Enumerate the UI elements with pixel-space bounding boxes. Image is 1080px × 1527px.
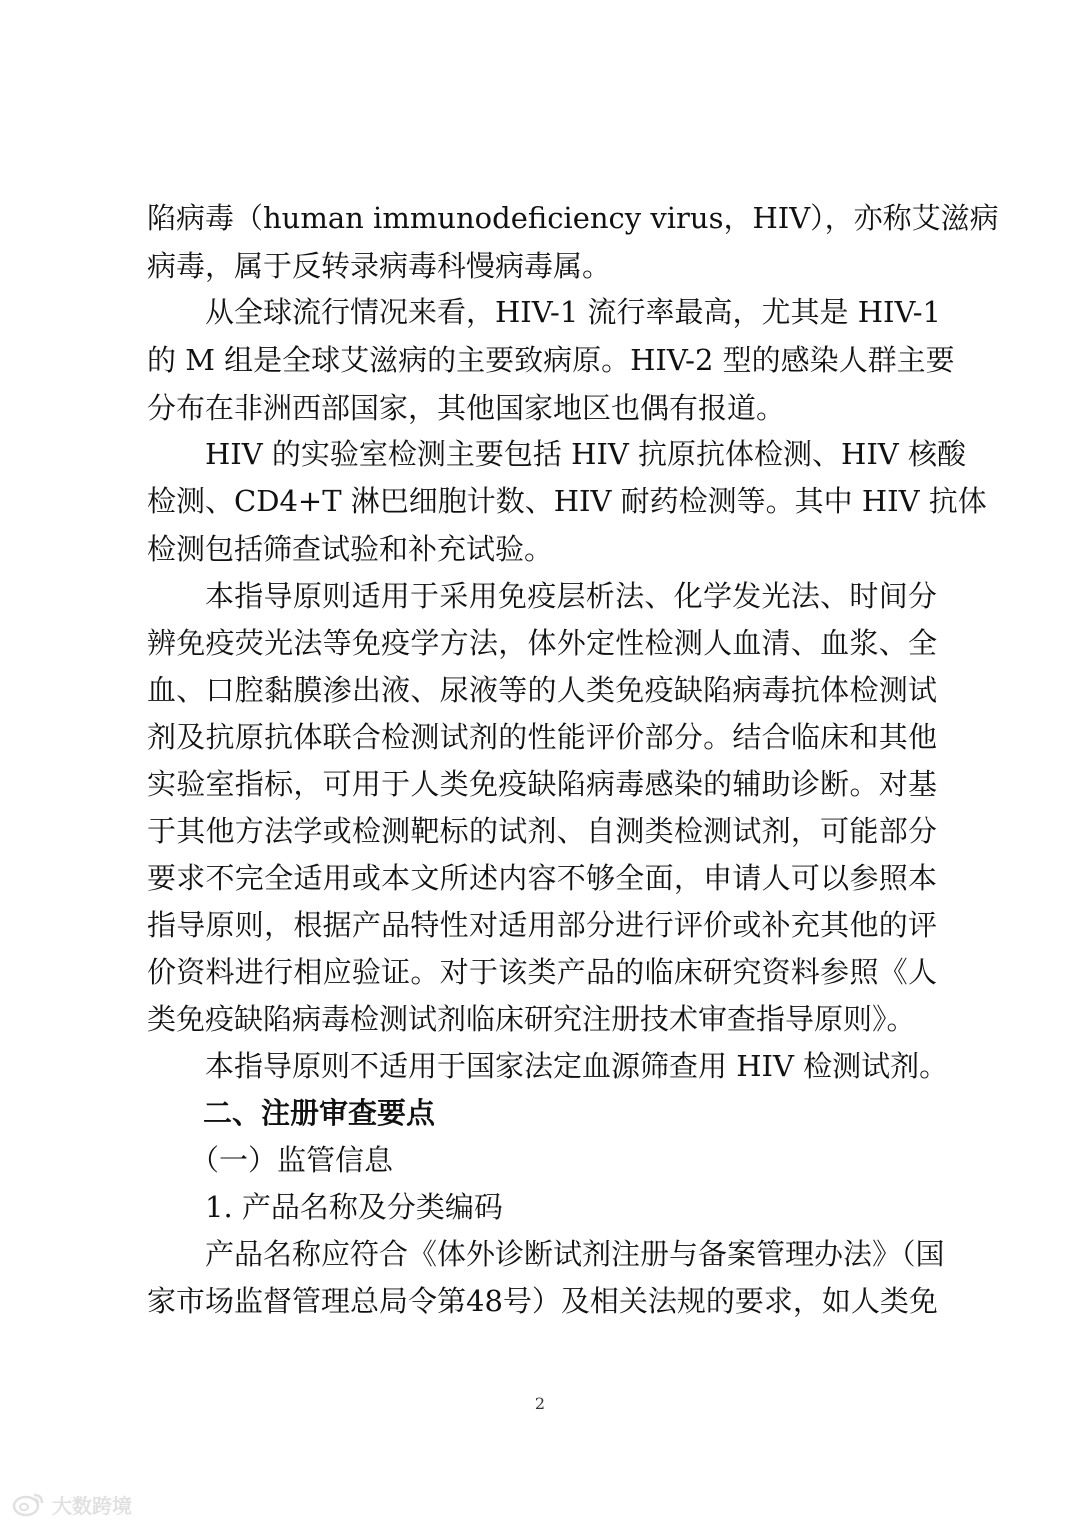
- watermark-text: 大数跨境: [52, 1493, 132, 1518]
- body-text-line: 病毒，属于反转录病毒科慢病毒属。: [147, 249, 612, 283]
- page-number: 2: [534, 1394, 546, 1413]
- body-text-line: 本指导原则不适用于国家法定血源筛查用 HIV 检测试剂。: [205, 1049, 949, 1083]
- body-text-line: 血、口腔黏膜渗出液、尿液等的人类免疫缺陷病毒抗体检测试: [147, 673, 937, 707]
- body-text-line: 辨免疫荧光法等免疫学方法，体外定性检测人血清、血浆、全: [147, 626, 937, 660]
- body-text-line: 要求不完全适用或本文所述内容不够全面，申请人可以参照本: [147, 861, 937, 895]
- body-text-line: 检测包括筛查试验和补充试验。: [147, 532, 554, 566]
- body-text-line: 本指导原则适用于采用免疫层析法、化学发光法、时间分: [205, 579, 937, 613]
- body-text-line: 陷病毒（human immunodeficiency virus，HIV），亦称艾滋病: [147, 201, 999, 235]
- body-text-line: 于其他方法学或检测靶标的试剂、自测类检测试剂，可能部分: [147, 814, 937, 848]
- body-text-line: HIV 的实验室检测主要包括 HIV 抗原抗体检测、HIV 核酸: [205, 437, 966, 471]
- body-text-line: 产品名称应符合《体外诊断试剂注册与备案管理办法》（国: [205, 1237, 945, 1271]
- body-text-line: 类免疫缺陷病毒检测试剂临床研究注册技术审查指导原则》。: [147, 1002, 916, 1036]
- body-text-line: 实验室指标，可用于人类免疫缺陷病毒感染的辅助诊断。对基: [147, 767, 937, 801]
- item-heading: 1. 产品名称及分类编码: [205, 1190, 503, 1224]
- body-text-line: 分布在非洲西部国家，其他国家地区也偶有报道。: [147, 391, 786, 425]
- subsection-heading: （一）监管信息: [190, 1143, 394, 1177]
- section-heading: 二、注册审查要点: [203, 1096, 436, 1130]
- body-text-line: 从全球流行情况来看，HIV-1 流行率最高，尤其是 HIV-1: [205, 295, 941, 329]
- body-text-line: 家市场监督管理总局令第48号）及相关法规的要求，如人类免: [147, 1284, 938, 1318]
- body-text-line: 剂及抗原抗体联合检测试剂的性能评价部分。结合临床和其他: [147, 720, 937, 754]
- watermark: [12, 1490, 132, 1518]
- body-text-line: 价资料进行相应验证。对于该类产品的临床研究资料参照《人: [147, 955, 937, 989]
- body-text-line: 指导原则，根据产品特性对适用部分进行评价或补充其他的评: [147, 908, 937, 942]
- body-text-line: 检测、CD4+T 淋巴细胞计数、HIV 耐药检测等。其中 HIV 抗体: [147, 484, 987, 518]
- body-text-line: 的 M 组是全球艾滋病的主要致病原。HIV-2 型的感染人群主要: [147, 343, 955, 377]
- weibo-logo-icon: [12, 1491, 46, 1517]
